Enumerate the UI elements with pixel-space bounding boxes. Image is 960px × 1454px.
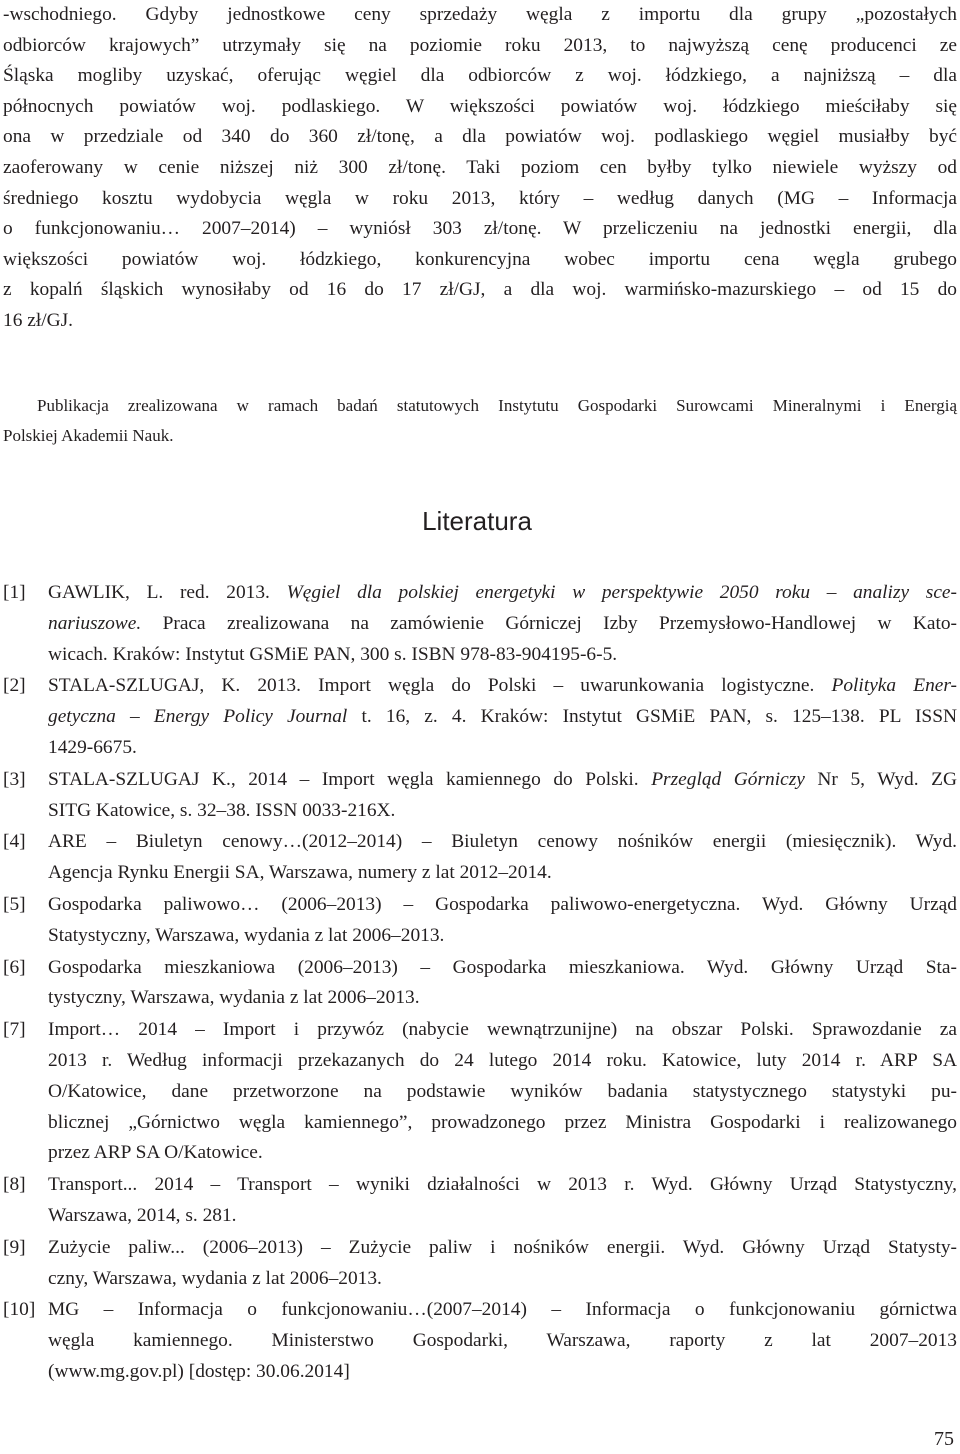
body-line: 16 zł/GJ.	[3, 309, 74, 331]
reference-item	[3, 1170, 957, 1232]
reference-number: [1]	[3, 582, 26, 603]
reference-line: blicznej „Górnictwo węgla kamiennego”, prowadzonego przez Ministra Gospodarki i realizowanego	[48, 1111, 957, 1133]
reference-number: [10]	[3, 1299, 36, 1321]
reference-item	[3, 953, 957, 1015]
reference-item	[3, 1295, 957, 1387]
reference-line: przez ARP SA O/Katowice.	[48, 1142, 263, 1164]
reference-number: [7]	[3, 1019, 26, 1041]
reference-text	[48, 827, 957, 889]
reference-line: czny, Warszawa, wydania z lat 2006–2013.	[48, 1267, 382, 1289]
reference-line: Import… 2014 – Import i przywóz (nabycie wewnątrzunijne) na obszar Polski. Sprawozdanie za	[48, 1019, 957, 1041]
reference-line: ARE – Biuletyn cenowy…(2012–2014) – Biuletyn cenowy nośników energii (miesięcznik). Wyd.	[48, 831, 957, 853]
reference-segment: t. 16, z. 4. Kraków: Instytut GSMiE PAN, s. 125–138. PL ISSN	[347, 706, 957, 728]
reference-author: STALA-SZLUGAJ, K.	[48, 675, 241, 697]
reference-line: Gospodarka paliwowo… (2006–2013) – Gospodarka paliwowo-energetyczna. Wyd. Główny Urząd	[48, 893, 957, 915]
reference-line	[48, 765, 957, 796]
page-number: 75	[934, 1428, 954, 1450]
reference-text	[48, 1170, 957, 1232]
acknowledgement-line: Polskiej Akademii Nauk.	[3, 426, 174, 445]
body-line: ona w przedziale od 340 do 360 zł/tonę, a dla powiatów woj. podlaskiego węgiel musiałby być	[3, 126, 957, 148]
reference-number: [5]	[3, 893, 26, 915]
reference-line: SITG Katowice, s. 32–38. ISSN 0033-216X.	[48, 799, 396, 821]
reference-number: [6]	[3, 956, 26, 978]
reference-line: tystyczny, Warszawa, wydania z lat 2006–2013.	[48, 987, 420, 1009]
reference-number: [9]	[3, 1236, 26, 1258]
reference-item	[3, 578, 957, 670]
body-line: o funkcjonowaniu… 2007–2014) – wyniósł 303 zł/tonę. W przeliczeniu na jednostki energii, dla	[3, 218, 957, 240]
reference-text	[48, 671, 957, 763]
reference-title: nariuszowe.	[48, 612, 142, 634]
reference-item	[3, 1015, 957, 1169]
reference-item	[3, 671, 957, 763]
reference-journal: Przegląd Górniczy	[651, 768, 805, 790]
reference-number: [4]	[3, 831, 26, 853]
reference-line	[48, 609, 957, 640]
reference-line: Transport... 2014 – Transport – wyniki działalności w 2013 r. Wyd. Główny Urząd Statystyczny,	[48, 1174, 957, 1196]
reference-number: [2]	[3, 675, 26, 697]
reference-line	[48, 578, 957, 609]
reference-line: O/Katowice, dane przetworzone na podstawie wyników badania statystycznego statystyki pu-	[48, 1080, 957, 1102]
body-paragraph	[3, 0, 957, 337]
reference-text	[48, 953, 957, 1015]
reference-text	[48, 1295, 957, 1387]
reference-line: wicach. Kraków: Instytut GSMiE PAN, 300 s. ISBN 978-83-904195-6-5.	[48, 643, 618, 665]
reference-line: Statystyczny, Warszawa, wydania z lat 2006–2013.	[48, 924, 445, 946]
reference-number: [8]	[3, 1174, 26, 1196]
reference-line: Agencja Rynku Energii SA, Warszawa, numery z lat 2012–2014.	[48, 862, 552, 884]
reference-segment: Praca zrealizowana na zamówienie Górniczej Izby Przemysłowo-Handlowej w Kato-	[141, 612, 957, 634]
reference-author: GAWLIK, L.	[48, 582, 164, 603]
reference-segment: red. 2013.	[163, 582, 287, 603]
body-line: zaoferowany w cenie niższej niż 300 zł/tonę. Taki poziom cen byłby tylko niewiele wyższy od	[3, 156, 957, 178]
reference-text	[48, 1015, 957, 1169]
reference-line: MG – Informacja o funkcjonowaniu…(2007–2014) – Informacja o funkcjonowaniu górnictwa	[48, 1299, 957, 1321]
reference-text	[48, 890, 957, 952]
body-line: z kopalń śląskich wynosiłaby od 16 do 17 zł/GJ, a dla woj. warmińsko-mazurskiego – od 15 do	[3, 279, 957, 301]
reference-segment: Nr 5, Wyd. ZG	[804, 768, 957, 790]
reference-line: Gospodarka mieszkaniowa (2006–2013) – Gospodarka mieszkaniowa. Wyd. Główny Urząd Sta-	[48, 956, 957, 978]
reference-item	[3, 890, 957, 952]
body-line: odbiorców krajowych” utrzymały się na poziomie roku 2013, to najwyższą cenę producenci ze	[3, 34, 957, 56]
body-line: północnych powiatów woj. podlaskiego. W większości powiatów woj. łódzkiego mieściłaby się	[3, 95, 957, 117]
reference-text	[48, 578, 957, 670]
acknowledgement-line: Publikacja zrealizowana w ramach badań statutowych Instytutu Gospodarki Surowcami Mineralnymi i Energią	[37, 396, 957, 415]
reference-segment: , 2014 – Import węgla kamiennego do Polski.	[230, 768, 652, 790]
reference-author: STALA-SZLUGAJ K.	[48, 768, 231, 790]
reference-line: Warszawa, 2014, s. 281.	[48, 1204, 237, 1226]
body-line: Śląska mogliby uzyskać, oferując węgiel dla odbiorców z woj. łódzkiego, a najniższą – dla	[3, 65, 957, 87]
reference-item	[3, 827, 957, 889]
references-heading	[0, 506, 959, 537]
reference-line: (www.mg.gov.pl) [dostęp: 30.06.2014]	[48, 1360, 350, 1382]
reference-line: Zużycie paliw... (2006–2013) – Zużycie paliw i nośników energii. Wyd. Główny Urząd Statysty-	[48, 1236, 957, 1258]
reference-item	[3, 1233, 957, 1295]
references-heading-text: Literatura	[422, 506, 532, 536]
body-line: większości powiatów woj. łódzkiego, konkurencyjna wobec importu cena węgla grubego	[3, 248, 957, 270]
reference-line: 1429-6675.	[48, 736, 137, 758]
reference-line: węgla kamiennego. Ministerstwo Gospodarki, Warszawa, raporty z lat 2007–2013	[48, 1330, 957, 1352]
reference-segment: 2013. Import węgla do Polski – uwarunkowania logistyczne.	[240, 675, 832, 697]
reference-journal: Polityka Ener-	[831, 675, 957, 697]
reference-text	[48, 765, 957, 827]
reference-title: Węgiel dla polskiej energetyki w perspektywie 2050 roku – analizy sce-	[286, 582, 957, 603]
reference-journal: getyczna – Energy Policy Journal	[48, 706, 348, 728]
acknowledgement-note	[3, 391, 957, 451]
reference-item	[3, 765, 957, 827]
body-line: średniego kosztu wydobycia węgla w roku 2013, który – według danych (MG – Informacja	[3, 187, 957, 209]
body-line: -wschodniego. Gdyby jednostkowe ceny sprzedaży węgla z importu dla grupy „pozostałych	[3, 4, 957, 25]
reference-number: [3]	[3, 768, 26, 790]
reference-list	[3, 578, 957, 1389]
reference-line: 2013 r. Według informacji przekazanych do 24 lutego 2014 roku. Katowice, luty 2014 r. ARP SA	[48, 1049, 957, 1071]
reference-text	[48, 1233, 957, 1295]
reference-line	[48, 671, 957, 702]
reference-line	[48, 702, 957, 733]
